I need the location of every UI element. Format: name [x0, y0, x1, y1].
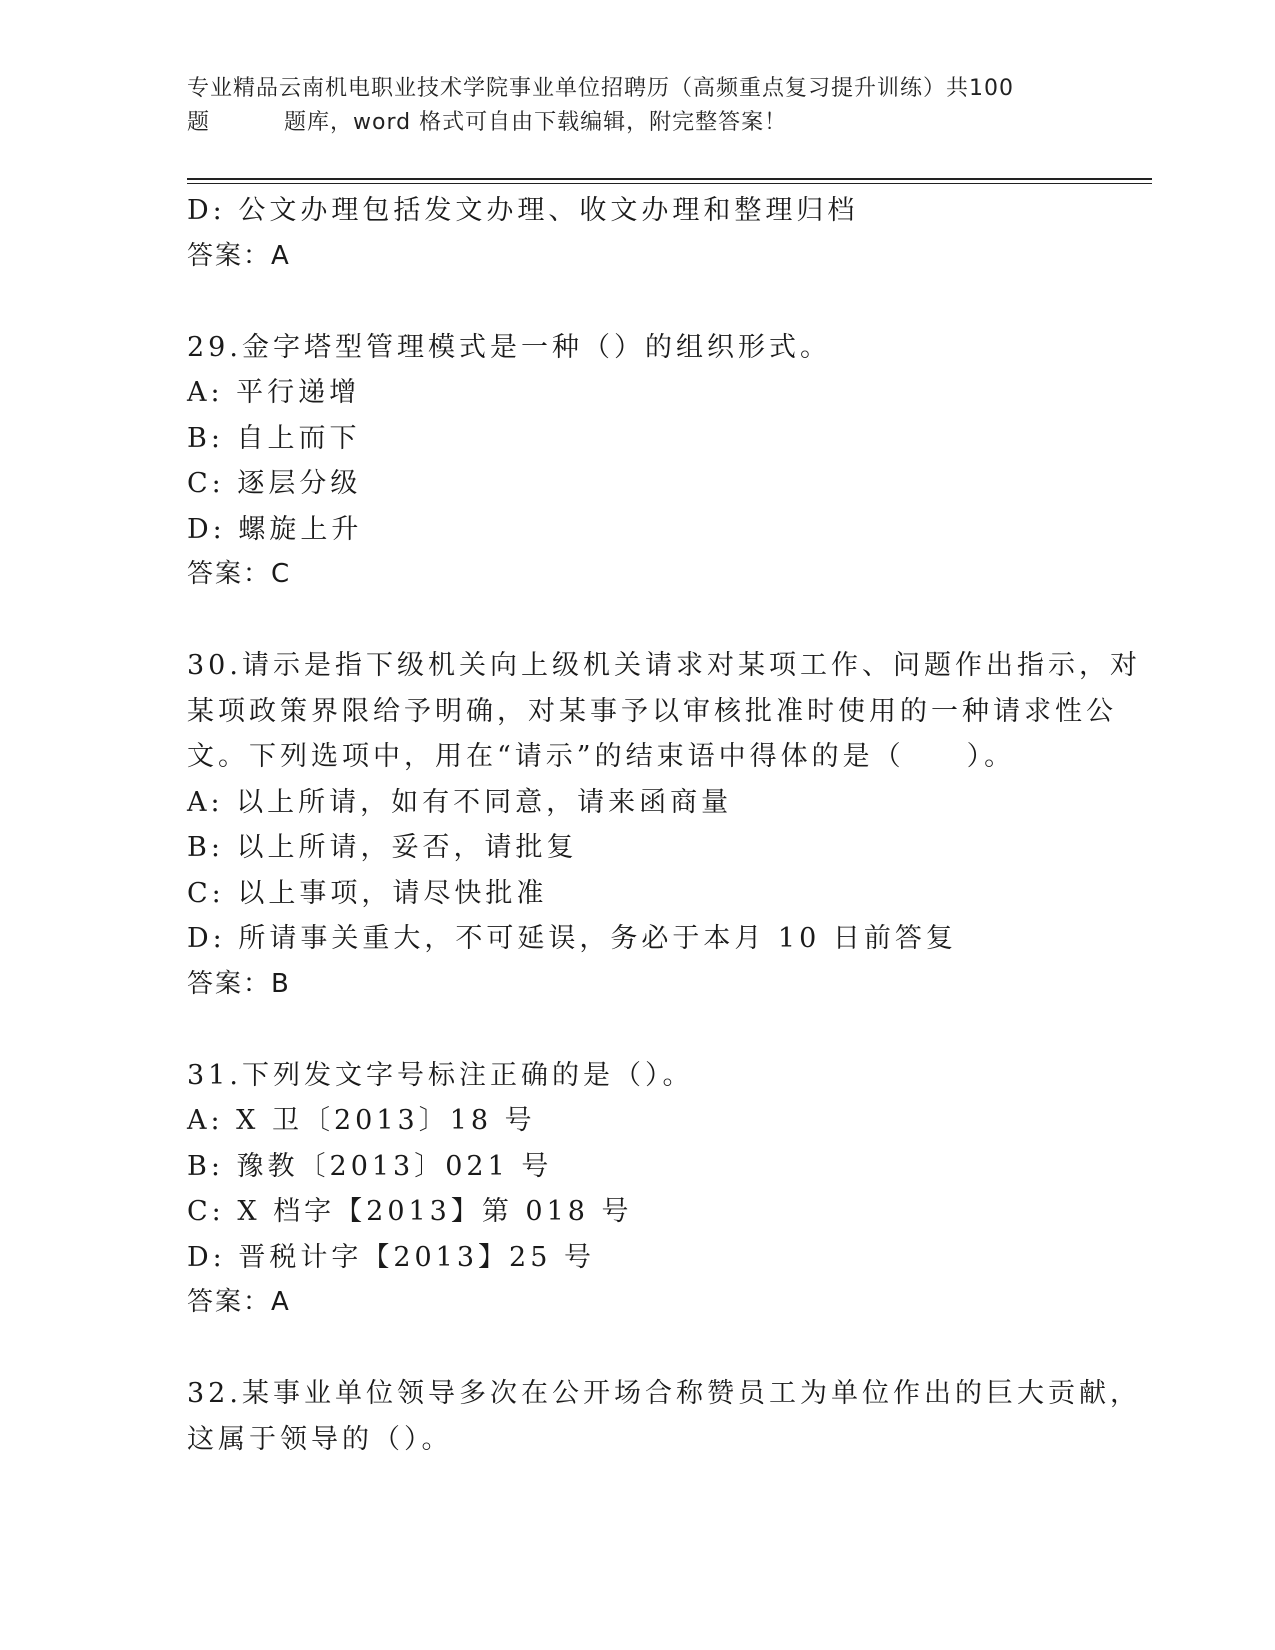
page-header — [187, 72, 1087, 140]
option-a: A: 平行递增 — [187, 377, 361, 408]
option-b: B: 自上而下 — [187, 422, 361, 454]
question-stem-line-2: 这属于领导的（）。 — [187, 1423, 453, 1455]
header-title-line-2 — [187, 106, 1087, 140]
header-subtitle: 题库，word 格式可自由下载编辑，附完整答案！ — [284, 110, 788, 135]
question-block-29 — [187, 325, 1107, 598]
question-list — [187, 188, 1141, 1462]
answer-line: 答案：A — [187, 240, 291, 271]
question-block-prev — [187, 188, 1107, 279]
question-block-31 — [187, 1053, 1107, 1326]
option-a: A: 以上所请，如有不同意，请来函商量 — [187, 786, 733, 818]
option-c: C: 以上事项，请尽快批准 — [187, 877, 548, 909]
option-d: D: 所请事关重大，不可延误，务必于本月 10 日前答复 — [187, 923, 957, 954]
question-stem-line-1: 32.某事业单位领导多次在公开场合称赞员工为单位作出的巨大贡献， — [187, 1378, 1141, 1409]
option-d: D: 晋税计字【2013】25 号 — [187, 1241, 595, 1273]
question-stem-line-1: 30.请示是指下级机关向上级机关请求对某项工作、问题作出指示，对 — [187, 650, 1141, 681]
question-stem-line-3: 文。下列选项中，用在“请示”的结束语中得体的是（ ）。 — [187, 741, 1016, 772]
header-title-fragment: 题 — [187, 110, 211, 135]
option-c: C: 逐层分级 — [187, 468, 362, 499]
header-divider-thick — [187, 178, 1152, 180]
answer-line: 答案：B — [187, 968, 291, 999]
option-c: C: X 档字【2013】第 018 号 — [187, 1196, 633, 1227]
option-d: D: 螺旋上升 — [187, 513, 363, 545]
option-d: D: 公文办理包括发文办理、收文办理和整理归档 — [187, 195, 859, 226]
header-title-line-1: 专业精品云南机电职业技术学院事业单位招聘历（高频重点复习提升训练）共100 — [187, 76, 1014, 101]
question-stem-line-2: 某项政策界限给予明确，对某事予以审核批准时使用的一种请求性公 — [187, 695, 1117, 727]
header-divider-thin — [187, 183, 1152, 184]
answer-line: 答案：C — [187, 559, 292, 589]
question-stem: 31.下列发文字号标注正确的是（）。 — [187, 1059, 694, 1091]
option-a: A: X 卫〔2013〕18 号 — [187, 1105, 536, 1136]
answer-line: 答案：A — [187, 1287, 291, 1317]
option-b: B: 以上所请，妥否，请批复 — [187, 832, 578, 863]
question-block-32 — [187, 1371, 1141, 1462]
question-stem: 29.金字塔型管理模式是一种（）的组织形式。 — [187, 331, 831, 363]
option-b: B: 豫教〔2013〕021 号 — [187, 1150, 553, 1182]
question-block-30 — [187, 643, 1141, 1007]
